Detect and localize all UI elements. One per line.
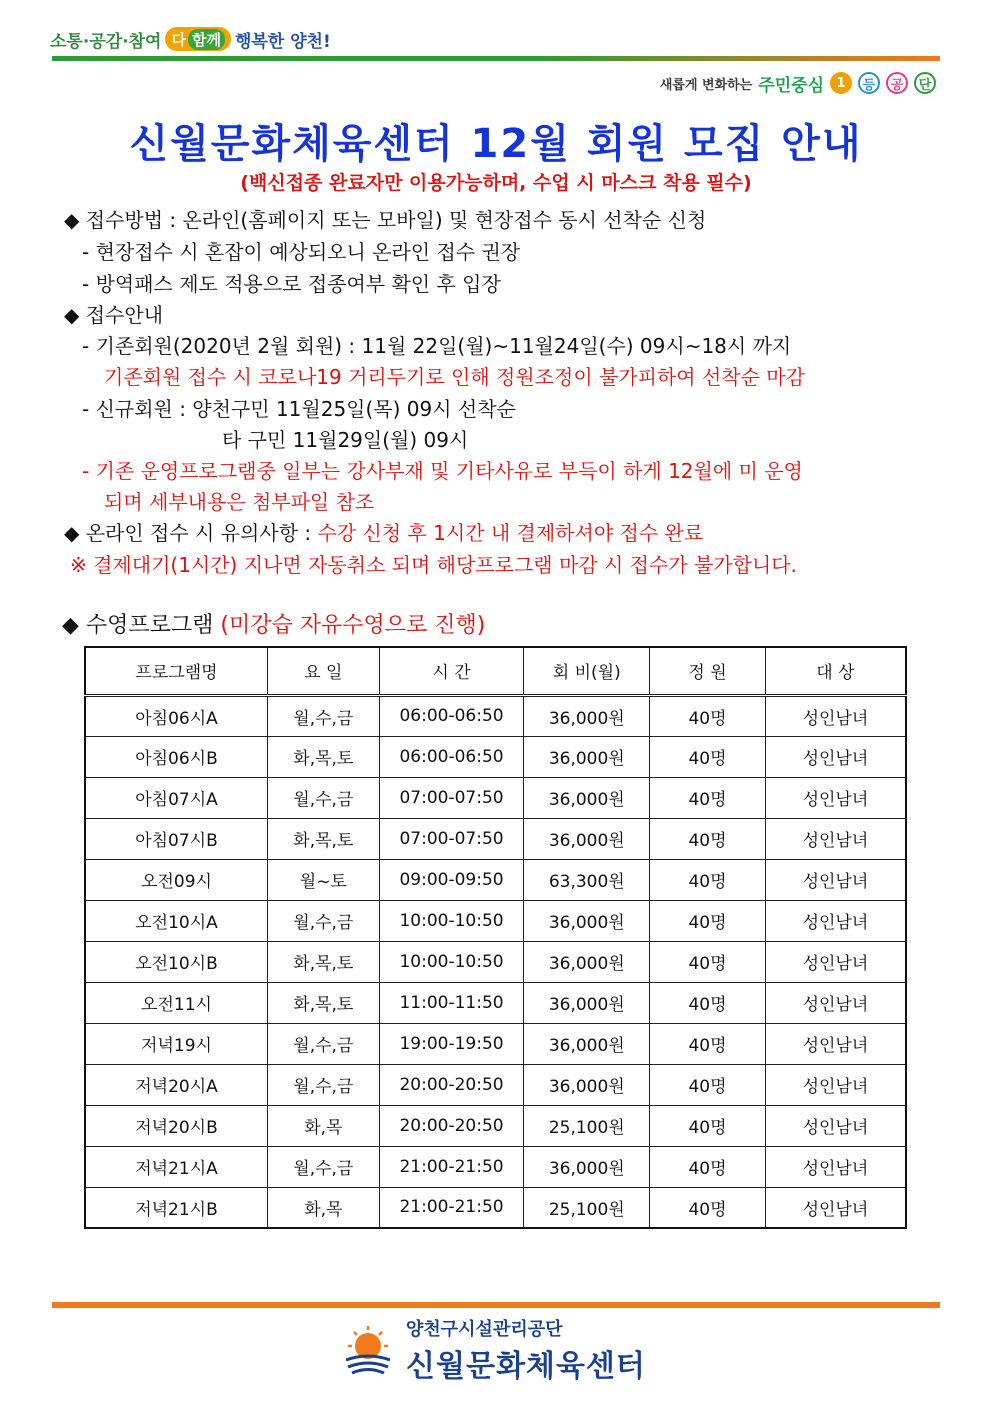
table-cell: 화,목 [267,1187,379,1228]
notice-method-note2: - 방역패스 제도 적용으로 접종여부 확인 후 입장 [82,272,501,296]
table-row [85,777,906,818]
slogan-badge-a: 다 [171,30,186,49]
table-cell: 성인남녀 [765,982,906,1023]
table-cell: 저녁21시B [85,1187,267,1228]
section-swim-label: ◆ 수영프로그램 [62,613,221,638]
notice-online [64,517,703,546]
table-cell: 아침06시B [85,736,267,777]
table-cell: 저녁20시A [85,1064,267,1105]
page-subtitle: (백신접종 완료자만 이용가능하며, 수업 시 마스크 착용 필수) [240,172,752,194]
table-cell: 아침06시A [85,695,267,736]
table-cell: 40명 [650,777,766,818]
table-cell: 40명 [650,1023,766,1064]
table-cell: 36,000원 [524,941,650,982]
table-row [85,1187,906,1228]
section-swim-note: (미강습 자유수영으로 진행) [220,613,486,638]
table-cell: 성인남녀 [765,1064,906,1105]
table-cell: 36,000원 [524,1064,650,1105]
table-cell: 09:00-09:50 [379,859,524,900]
table-cell: 화,목,토 [267,941,379,982]
notice-online-label: ◆ 온라인 접수 시 유의사항 : [64,521,318,545]
table-cell: 63,300원 [524,859,650,900]
section-swim-heading [62,608,485,639]
footer-org-name: 양천구시설관리공단 [406,1319,563,1340]
table-cell: 40명 [650,736,766,777]
table-cell: 21:00-21:50 [379,1146,524,1187]
table-cell: 40명 [650,1187,766,1228]
table-cell: 40명 [650,941,766,982]
table-cell: 40명 [650,695,766,736]
table-cell: 20:00-20:50 [379,1064,524,1105]
table-cell: 20:00-20:50 [379,1105,524,1146]
table-row [85,1105,906,1146]
slogan-badge-b: 함께 [188,29,225,50]
table-row [85,941,906,982]
table-cell: 성인남녀 [765,900,906,941]
table-header-cell: 시 간 [379,647,524,695]
table-header-row [85,647,906,695]
notice-suspend-2: 되며 세부내용은 첨부파일 참조 [104,490,375,514]
table-cell: 40명 [650,818,766,859]
table-header-cell: 대 상 [765,647,906,695]
motto-main: 주민중심 [758,75,824,96]
table-cell: 07:00-07:50 [379,777,524,818]
notice-online-warning: 수강 신청 후 1시간 내 결제하셔야 접수 완료 [317,521,704,545]
table-cell: 40명 [650,900,766,941]
table-cell: 10:00-10:50 [379,941,524,982]
table-cell: 저녁19시 [85,1023,267,1064]
notice-cancel-warning: ※ 결제대기(1시간) 지나면 자동취소 되며 해당프로그램 마감 시 접수가 불가합니다. [70,553,797,577]
table-cell: 06:00-06:50 [379,736,524,777]
footer-divider [52,1302,940,1308]
table-row [85,859,906,900]
motto-prefix: 새롭게 변화하는 [659,77,753,93]
table-cell: 오전10시A [85,900,267,941]
org-logo-icon [340,1322,396,1378]
table-cell: 36,000원 [524,982,650,1023]
table-cell: 성인남녀 [765,818,906,859]
table-row [85,982,906,1023]
table-cell: 성인남녀 [765,1105,906,1146]
motto-badge-1: 1 [830,72,852,94]
swim-program-table [84,646,907,1229]
org-motto [660,70,936,96]
table-cell: 성인남녀 [765,1187,906,1228]
table-cell: 성인남녀 [765,695,906,736]
header-divider [52,56,940,61]
table-cell: 36,000원 [524,736,650,777]
notice-existing-warning: 기존회원 접수 시 코로나19 거리두기로 인해 정원조정이 불가피하여 선착순 마감 [104,365,805,389]
notice-new-members-other: 타 구민 11월29일(월) 09시 [222,428,469,452]
table-cell: 아침07시A [85,777,267,818]
table-cell: 성인남녀 [765,1023,906,1064]
table-cell: 성인남녀 [765,736,906,777]
table-cell: 월,수,금 [267,1023,379,1064]
table-cell: 10:00-10:50 [379,900,524,941]
slogan-badge [165,27,230,51]
table-cell: 성인남녀 [765,1146,906,1187]
table-header-cell: 정 원 [650,647,766,695]
table-cell: 월,수,금 [267,695,379,736]
table-row [85,1146,906,1187]
notice-new-members: - 신규회원 : 양천구민 11월25일(목) 09시 선착순 [82,397,516,421]
table-row [85,695,906,736]
table-cell: 화,목,토 [267,736,379,777]
table-cell: 화,목,토 [267,818,379,859]
table-cell: 월,수,금 [267,1064,379,1105]
slogan-left: 소통·공감·참여 [50,31,162,52]
table-row [85,900,906,941]
table-cell: 25,100원 [524,1187,650,1228]
table-cell: 25,100원 [524,1105,650,1146]
footer-center-name: 신월문화체육센터 [406,1349,646,1384]
footer [340,1319,646,1384]
table-cell: 화,목 [267,1105,379,1146]
table-row [85,1064,906,1105]
notice-suspend-1: - 기존 운영프로그램중 일부는 강사부재 및 기타사유로 부득이 하게 12월에 미 운영 [82,459,803,483]
footer-names [406,1315,646,1385]
table-cell: 오전11시 [85,982,267,1023]
notice-existing: - 기존회원(2020년 2월 회원) : 11월 22일(월)~11월24일(수) 09시~18시 까지 [82,334,792,358]
table-cell: 06:00-06:50 [379,695,524,736]
table-cell: 40명 [650,1146,766,1187]
table-header-cell: 프로그램명 [85,647,267,695]
table-cell: 월,수,금 [267,777,379,818]
table-row [85,1023,906,1064]
table-cell: 40명 [650,982,766,1023]
table-cell: 07:00-07:50 [379,818,524,859]
table-cell: 월,수,금 [267,1146,379,1187]
motto-badge-3: 공 [886,72,908,94]
table-cell: 오전09시 [85,859,267,900]
table-cell: 저녁21시A [85,1146,267,1187]
notice-method: ◆ 접수방법 : 온라인(홈페이지 또는 모바일) 및 현장접수 동시 선착순 신청 [64,208,707,232]
table-row [85,818,906,859]
table-cell: 36,000원 [524,900,650,941]
table-cell: 36,000원 [524,1023,650,1064]
table-cell: 40명 [650,1064,766,1105]
table-cell: 36,000원 [524,818,650,859]
motto-badge-2: 등 [858,72,880,94]
table-cell: 36,000원 [524,695,650,736]
table-cell: 오전10시B [85,941,267,982]
slogan-right: 행복한 양천! [234,31,331,52]
table-cell: 월~토 [267,859,379,900]
notice-info: ◆ 접수안내 [64,303,164,327]
table-cell: 화,목,토 [267,982,379,1023]
table-cell: 36,000원 [524,1146,650,1187]
table-cell: 저녁20시B [85,1105,267,1146]
notice-method-note1: - 현장접수 시 혼잡이 예상되오니 온라인 접수 권장 [82,240,521,264]
table-cell: 성인남녀 [765,941,906,982]
table-cell: 월,수,금 [267,900,379,941]
page-title: 신월문화체육센터 12월 회원 모집 안내 [129,121,863,167]
table-cell: 성인남녀 [765,859,906,900]
table-header-cell: 요 일 [267,647,379,695]
header-slogan [50,24,331,54]
table-cell: 36,000원 [524,777,650,818]
motto-badge-4: 단 [914,72,936,94]
table-cell: 아침07시B [85,818,267,859]
table-cell: 40명 [650,1105,766,1146]
table-cell: 21:00-21:50 [379,1187,524,1228]
table-cell: 성인남녀 [765,777,906,818]
table-cell: 19:00-19:50 [379,1023,524,1064]
table-cell: 11:00-11:50 [379,982,524,1023]
table-header-cell: 회 비(월) [524,647,650,695]
table-row [85,736,906,777]
table-cell: 40명 [650,859,766,900]
